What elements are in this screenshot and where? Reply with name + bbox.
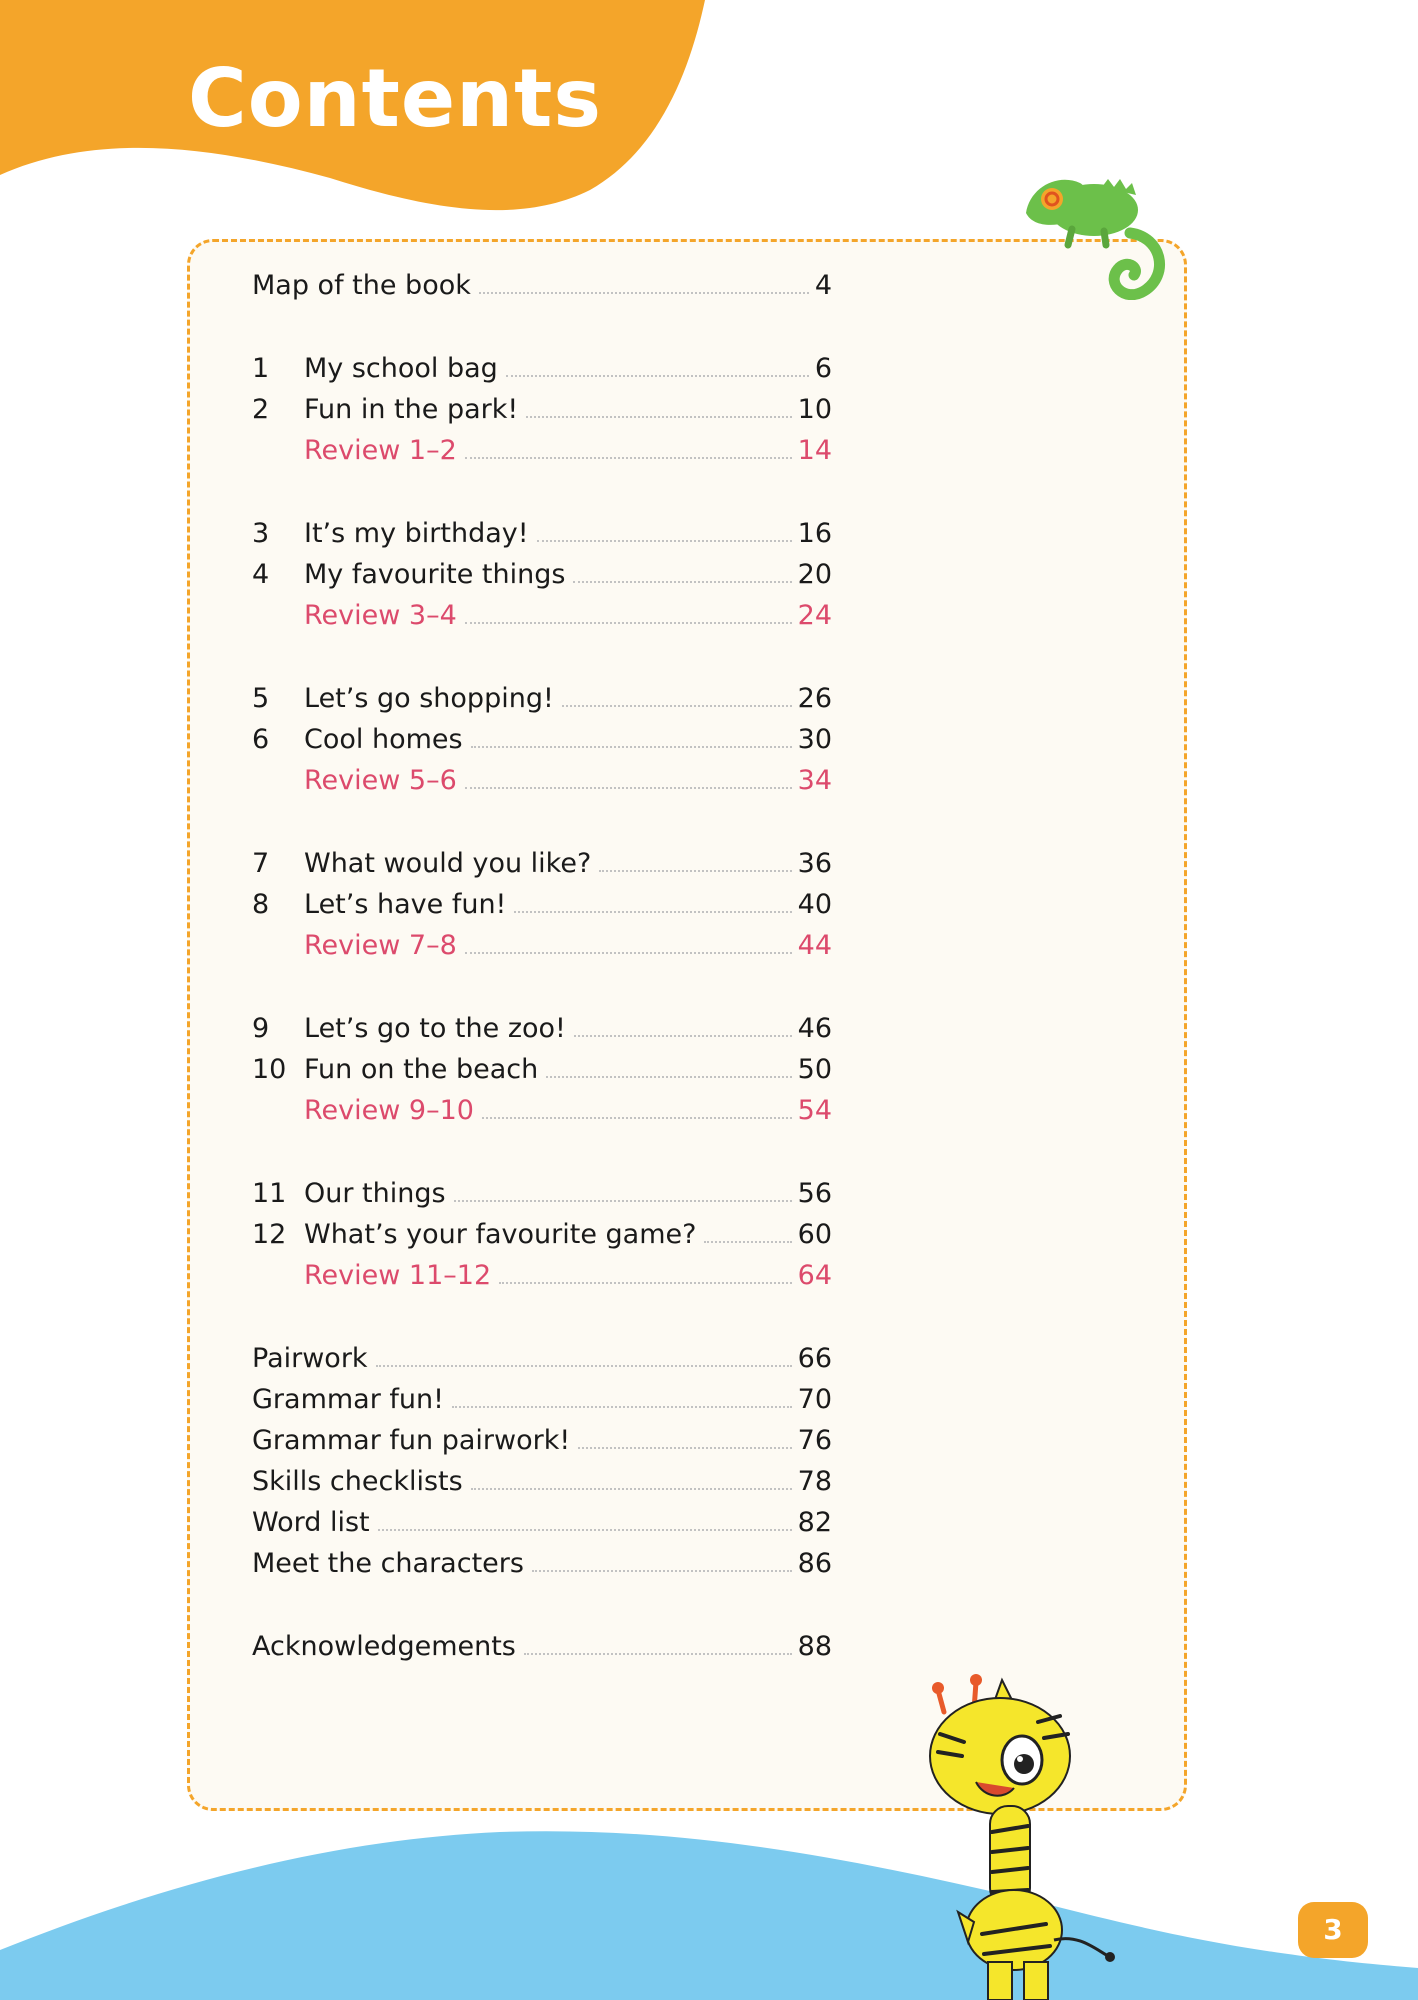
leader-dots <box>514 911 791 913</box>
leader-dots <box>574 1035 792 1037</box>
toc-row-review-3-4[interactable] <box>252 592 832 633</box>
toc-label: Review 7–8 <box>304 930 457 961</box>
toc-row-grammar-fun-pairwork[interactable] <box>252 1417 832 1458</box>
toc-row-unit-7[interactable] <box>252 840 832 881</box>
toc-page: 4 <box>814 270 832 301</box>
page-number-badge: 3 <box>1298 1902 1368 1958</box>
toc-row-review-5-6[interactable] <box>252 757 832 798</box>
toc-page: 54 <box>797 1095 832 1126</box>
unit-number: 3 <box>252 518 270 549</box>
toc-page: 6 <box>814 353 832 384</box>
sea-wave-shape <box>0 1831 1418 2000</box>
toc-row-skills-checklists[interactable] <box>252 1458 832 1499</box>
toc-label: Review 11–12 <box>304 1260 492 1291</box>
toc-page: 60 <box>797 1219 832 1250</box>
toc-page: 14 <box>797 435 832 466</box>
leader-dots <box>499 1282 792 1284</box>
leader-dots <box>537 540 792 542</box>
unit-number: 10 <box>252 1054 287 1085</box>
toc-row-unit-11[interactable] <box>252 1170 832 1211</box>
leader-dots <box>599 870 791 872</box>
toc-label: Grammar fun pairwork! <box>252 1425 571 1456</box>
unit-number: 4 <box>252 559 270 590</box>
toc-label: Review 1–2 <box>304 435 457 466</box>
toc-label: It’s my birthday! <box>304 518 529 549</box>
toc-row-review-11-12[interactable] <box>252 1252 832 1293</box>
toc-page: 30 <box>797 724 832 755</box>
toc-row-unit-10[interactable] <box>252 1046 832 1087</box>
toc-label: Review 5–6 <box>304 765 457 796</box>
toc-label: Word list <box>252 1507 370 1538</box>
toc-row-acknowledgements[interactable] <box>252 1623 832 1664</box>
leader-dots <box>465 787 792 789</box>
toc-label: Review 9–10 <box>304 1095 474 1126</box>
leader-dots <box>465 952 792 954</box>
toc-page: 50 <box>797 1054 832 1085</box>
unit-number: 6 <box>252 724 270 755</box>
leader-dots <box>506 375 809 377</box>
table-of-contents <box>252 262 832 1664</box>
toc-row-unit-1[interactable] <box>252 345 832 386</box>
leader-dots <box>704 1241 791 1243</box>
page-title: Contents <box>188 52 602 145</box>
toc-page: 16 <box>797 518 832 549</box>
leader-dots <box>482 1117 792 1119</box>
leader-dots <box>471 1488 792 1490</box>
toc-row-unit-2[interactable] <box>252 386 832 427</box>
toc-label: Let’s have fun! <box>304 889 507 920</box>
unit-number: 8 <box>252 889 270 920</box>
toc-page: 82 <box>797 1507 832 1538</box>
toc-label: My favourite things <box>304 559 566 590</box>
leader-dots <box>546 1076 791 1078</box>
toc-row-meet-the-characters[interactable] <box>252 1540 832 1581</box>
toc-label: Meet the characters <box>252 1548 524 1579</box>
toc-row-review-7-8[interactable] <box>252 922 832 963</box>
toc-page: 34 <box>797 765 832 796</box>
leader-dots <box>526 416 791 418</box>
toc-page: 78 <box>797 1466 832 1497</box>
toc-row-map[interactable] <box>252 262 832 303</box>
toc-page: 26 <box>797 683 832 714</box>
leader-dots <box>471 746 792 748</box>
unit-number: 2 <box>252 394 270 425</box>
leader-dots <box>376 1365 792 1367</box>
leader-dots <box>562 705 792 707</box>
toc-row-word-list[interactable] <box>252 1499 832 1540</box>
toc-row-review-9-10[interactable] <box>252 1087 832 1128</box>
leader-dots <box>454 1200 792 1202</box>
toc-page: 66 <box>797 1343 832 1374</box>
toc-row-pairwork[interactable] <box>252 1335 832 1376</box>
toc-row-grammar-fun[interactable] <box>252 1376 832 1417</box>
toc-row-review-1-2[interactable] <box>252 427 832 468</box>
leader-dots <box>378 1529 792 1531</box>
toc-page: 88 <box>797 1631 832 1662</box>
toc-label: Acknowledgements <box>252 1631 516 1662</box>
toc-label: What’s your favourite game? <box>304 1219 697 1250</box>
toc-label: What would you like? <box>304 848 592 879</box>
leader-dots <box>524 1653 792 1655</box>
toc-row-unit-5[interactable] <box>252 675 832 716</box>
toc-page: 24 <box>797 600 832 631</box>
leader-dots <box>479 292 809 294</box>
unit-number: 12 <box>252 1219 287 1250</box>
tiger-character-illustration <box>918 1672 1118 2000</box>
toc-row-unit-6[interactable] <box>252 716 832 757</box>
toc-page: 76 <box>797 1425 832 1456</box>
toc-page: 64 <box>797 1260 832 1291</box>
toc-row-unit-3[interactable] <box>252 510 832 551</box>
toc-label: Skills checklists <box>252 1466 463 1497</box>
toc-page: 10 <box>797 394 832 425</box>
toc-label: Fun in the park! <box>304 394 519 425</box>
leader-dots <box>452 1406 792 1408</box>
toc-page: 86 <box>797 1548 832 1579</box>
toc-label: Fun on the beach <box>304 1054 539 1085</box>
toc-row-unit-4[interactable] <box>252 551 832 592</box>
unit-number: 1 <box>252 353 270 384</box>
toc-label: Review 3–4 <box>304 600 457 631</box>
chameleon-illustration <box>1022 165 1172 300</box>
leader-dots <box>573 581 791 583</box>
toc-page: 40 <box>797 889 832 920</box>
toc-label: Pairwork <box>252 1343 368 1374</box>
toc-label: Our things <box>304 1178 446 1209</box>
toc-page: 36 <box>797 848 832 879</box>
toc-label: My school bag <box>304 353 498 384</box>
unit-number: 11 <box>252 1178 287 1209</box>
toc-page: 56 <box>797 1178 832 1209</box>
toc-label: Let’s go to the zoo! <box>304 1013 566 1044</box>
toc-row-unit-9[interactable] <box>252 1005 832 1046</box>
toc-label: Cool homes <box>304 724 463 755</box>
toc-page: 20 <box>797 559 832 590</box>
toc-page: 70 <box>797 1384 832 1415</box>
unit-number: 7 <box>252 848 270 879</box>
leader-dots <box>578 1447 791 1449</box>
leader-dots <box>465 457 792 459</box>
toc-page: 46 <box>797 1013 832 1044</box>
leader-dots <box>532 1570 792 1572</box>
toc-row-unit-8[interactable] <box>252 881 832 922</box>
leader-dots <box>465 622 792 624</box>
unit-number: 9 <box>252 1013 270 1044</box>
toc-page: 44 <box>797 930 832 961</box>
toc-label: Map of the book <box>252 270 471 301</box>
toc-row-unit-12[interactable] <box>252 1211 832 1252</box>
toc-label: Grammar fun! <box>252 1384 444 1415</box>
toc-label: Let’s go shopping! <box>304 683 554 714</box>
unit-number: 5 <box>252 683 270 714</box>
